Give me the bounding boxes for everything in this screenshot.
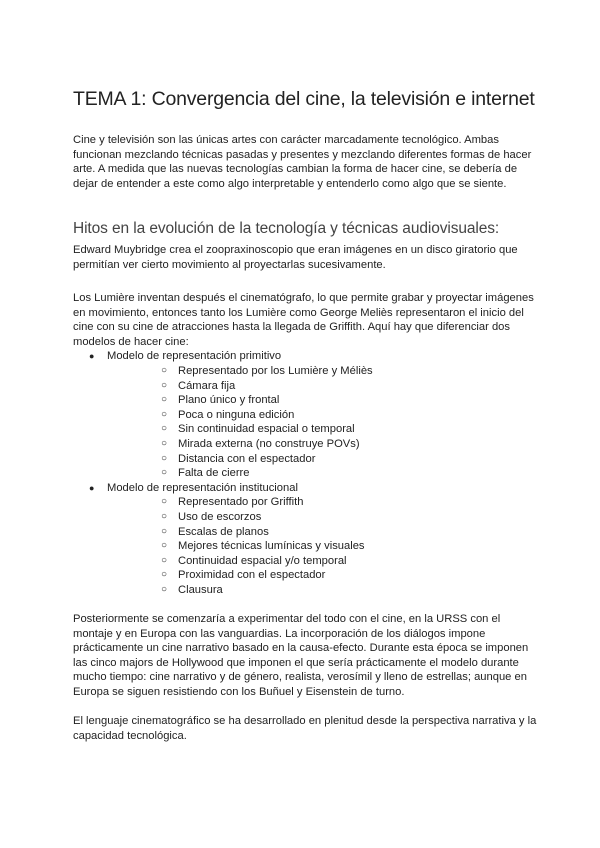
feature-item [107,510,538,525]
feature-item [107,583,538,598]
bullet-hollow-icon: ○ [161,364,168,376]
feature-label: Representado por los Lumière y Méliès [178,364,373,377]
lumiere-section [73,291,538,597]
bullet-hollow-icon: ○ [161,554,168,566]
model-label: Modelo de representación primitivo [107,350,282,363]
feature-item [107,452,538,467]
bullet-hollow-icon: ○ [161,569,168,581]
bullet-hollow-icon: ○ [161,496,168,508]
feature-label: Plano único y frontal [178,394,280,407]
feature-label: Cámara fija [178,379,236,392]
models-list [73,349,538,597]
bullet-hollow-icon: ○ [161,510,168,522]
feature-item [107,554,538,569]
bullet-hollow-icon: ○ [161,525,168,537]
feature-label: Sin continuidad espacial o temporal [178,423,355,436]
section-heading: Hitos en la evolución de la tecnología y técnicas audiovisuales: [73,220,500,237]
intro-paragraph: Cine y televisión son las únicas artes con carácter marcadamente tecnológico. Ambas funcionan mezclando técnicas pasadas y presentes y mezclando diferentes formas de hacer arte. A medida que las nuevas tecnologías cambian la forma de hacer cine, se debería de dejar de entender a este como algo interpretable y entenderlo como algo que se siente. [73,134,532,190]
feature-item [107,379,538,394]
feature-label: Proximidad con el espectador [178,569,326,582]
model-features-list [107,364,538,481]
bullet-hollow-icon: ○ [161,408,168,420]
feature-item [107,495,538,510]
bullet-hollow-icon: ○ [161,394,168,406]
feature-label: Escalas de planos [178,525,269,538]
feature-item [107,393,538,408]
muybridge-paragraph: Edward Muybridge crea el zoopraxinoscopio que eran imágenes en un disco giratorio que permitían ver cierto movimiento al proyectarlas sucesivamente. [73,244,518,271]
lumiere-paragraph: Los Lumière inventan después el cinematógrafo, lo que permite grabar y proyectar imágenes en movimiento, entonces tanto los Lumière como George Meliès representaron el inicio del cine con su cine de atracciones hasta la llegada de Griffith. Aquí hay que diferenciar dos modelos de hacer cine: [73,292,534,348]
feature-label: Poca o ninguna edición [178,408,295,421]
feature-label: Clausura [178,583,223,596]
bullet-filled-icon: ● [89,482,95,493]
feature-item [107,422,538,437]
feature-label: Falta de cierre [178,467,250,480]
model-label: Modelo de representación institucional [107,481,298,494]
model-features-list [107,495,538,597]
feature-item [107,539,538,554]
feature-label: Distancia con el espectador [178,452,316,465]
feature-item [107,568,538,583]
posteriormente-paragraph: Posteriormente se comenzaría a experimentar del todo con el cine, en la URSS con el montaje y en Europa con las vanguardias. La incorporación de los diálogos impone prácticamente un cine narrativo basado en la causa-efecto. Durante esta época se imponen las cinco majors de Hollywood que imponen el que sería prácticamente el modelo durante mucho tiempo: cine narrativo y de género, realista, verosímil y lleno de estrellas; aunque en Europa se siguen resistiendo con los Buñuel y Eisenstein de turno. [73,613,529,698]
bullet-hollow-icon: ○ [161,437,168,449]
feature-item [107,525,538,540]
bullet-hollow-icon: ○ [161,379,168,391]
bullet-filled-icon: ● [89,351,95,362]
bullet-hollow-icon: ○ [161,452,168,464]
feature-label: Mirada externa (no construye POVs) [178,437,360,450]
feature-item [107,437,538,452]
feature-item [107,364,538,379]
bullet-hollow-icon: ○ [161,467,168,479]
feature-label: Uso de escorzos [178,510,262,523]
page-title: TEMA 1: Convergencia del cine, la televisión e internet [73,88,535,110]
bullet-hollow-icon: ○ [161,583,168,595]
feature-item [107,466,538,481]
lenguaje-paragraph: El lenguaje cinematográfico se ha desarrollado en plenitud desde la perspectiva narrativa y la capacidad tecnológica. [73,715,537,742]
feature-label: Continuidad espacial y/o temporal [178,554,347,567]
feature-label: Mejores técnicas lumínicas y visuales [178,540,365,553]
feature-item [107,408,538,423]
model-item [73,349,538,480]
bullet-hollow-icon: ○ [161,423,168,435]
bullet-hollow-icon: ○ [161,540,168,552]
model-item [73,481,538,598]
feature-label: Representado por Griffith [178,496,304,509]
